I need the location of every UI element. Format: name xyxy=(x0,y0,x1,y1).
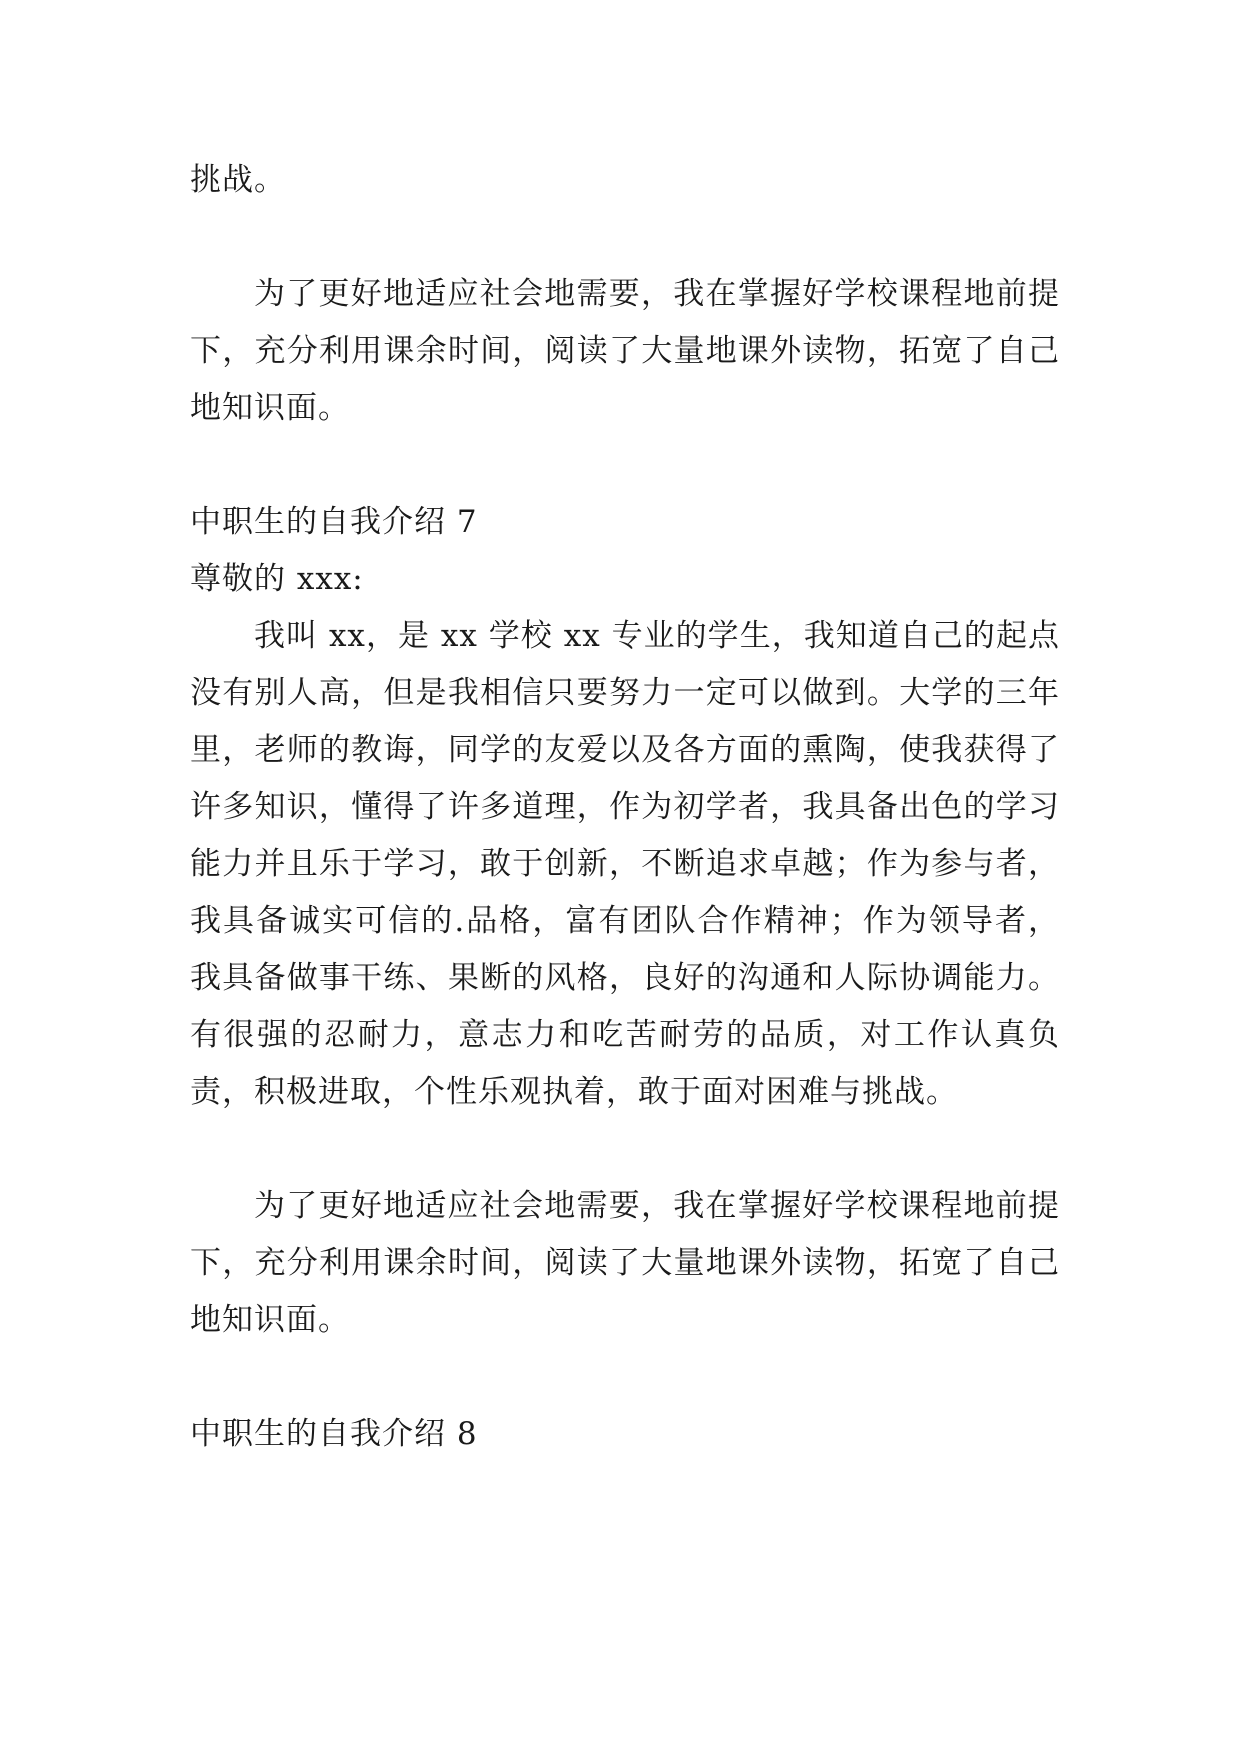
paragraph-tail: 挑战。 xyxy=(190,162,286,198)
paragraph-gap xyxy=(190,209,1060,266)
section-heading-8: 中职生的自我介绍 8 xyxy=(190,1416,478,1452)
paragraph-gap xyxy=(190,437,1060,494)
document-body xyxy=(190,152,1060,1463)
section-heading-7: 中职生的自我介绍 7 xyxy=(190,504,478,540)
paragraph-adapt-society: 为了更好地适应社会地需要，我在掌握好学校课程地前提下，充分利用课余时间，阅读了大量地课外读物，拓宽了自己地知识面。 xyxy=(190,276,1060,426)
paragraph-adapt-society-repeat: 为了更好地适应社会地需要，我在掌握好学校课程地前提下，充分利用课余时间，阅读了大量地课外读物，拓宽了自己地知识面。 xyxy=(190,1188,1060,1338)
salutation: 尊敬的 xxx: xyxy=(190,561,364,597)
paragraph-gap xyxy=(190,1349,1060,1406)
paragraph-self-intro: 我叫 xx，是 xx 学校 xx 专业的学生，我知道自己的起点没有别人高，但是我相信只要努力一定可以做到。大学的三年里，老师的教诲，同学的友爱以及各方面的熏陶，使我获得了许多知识，懂得了许多道理，作为初学者，我具备出色的学习能力并且乐于学习，敢于创新，不断追求卓越；作为参与者，我具备诚实可信的.品格，富有团队合作精神；作为领导者，我具备做事干练、果断的风格，良好的沟通和人际协调能力。有很强的忍耐力，意志力和吃苦耐劳的品质，对工作认真负责，积极进取，个性乐观执着，敢于面对困难与挑战。 xyxy=(190,618,1060,1110)
paragraph-gap xyxy=(190,1121,1060,1178)
